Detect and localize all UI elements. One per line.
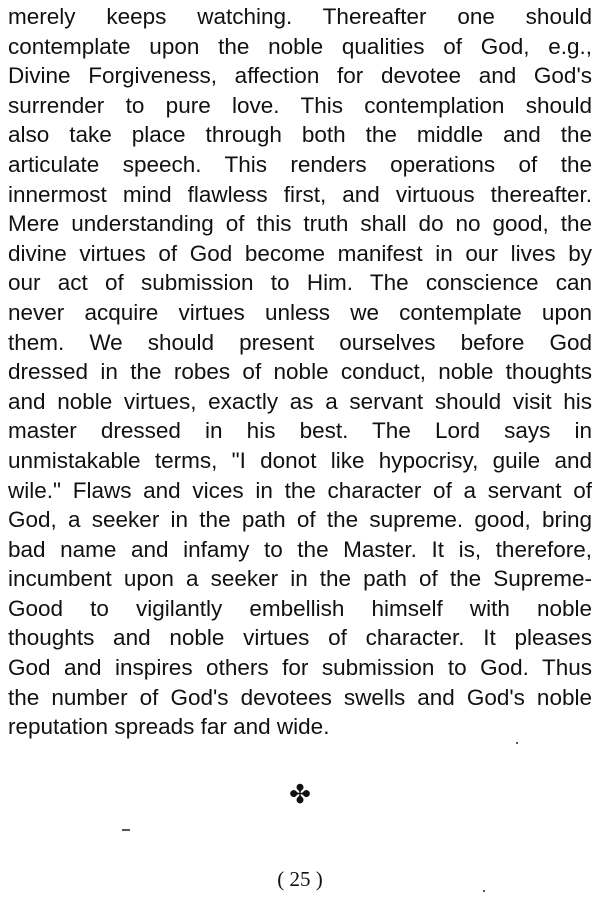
text-line: bad name and infamy to the Master. It is, therefore,: [8, 536, 592, 562]
text-line: Good to vigilantly embellish himself with noble: [8, 595, 592, 621]
text-line: merely keeps watching. Thereafter one should: [8, 4, 592, 29]
text-line: the number of God's devotees swells and God's noble: [8, 684, 592, 710]
text-line: innermost mind flawless first, and virtuous thereafter.: [8, 181, 592, 207]
body-paragraph: [8, 2, 592, 742]
scan-speck: [122, 829, 130, 831]
text-line: master dressed in his best. The Lord says in: [8, 418, 592, 444]
text-line: Mere understanding of this truth shall do no good, the: [8, 211, 592, 237]
text-line: unmistakable terms, "I donot like hypocrisy, guile and: [8, 447, 592, 473]
text-line: contemplate upon the noble qualities of God, e.g.,: [8, 33, 592, 59]
text-line: divine virtues of God become manifest in our lives by: [8, 240, 592, 266]
text-line: thoughts and noble virtues of character. It pleases: [8, 625, 592, 651]
text-line: our act of submission to Him. The conscience can: [8, 270, 592, 296]
text-line: dressed in the robes of noble conduct, noble thoughts: [8, 359, 592, 385]
text-line: wile." Flaws and vices in the character of a servant of: [8, 477, 592, 503]
text-line: articulate speech. This renders operations of the: [8, 151, 592, 177]
text-line: God and inspires others for submission to God. Thus: [8, 655, 592, 681]
text-line: Divine Forgiveness, affection for devotee and God's: [8, 63, 592, 89]
text-line: incumbent upon a seeker in the path of the Supreme-: [8, 566, 592, 592]
text-line: and noble virtues, exactly as a servant should visit his: [8, 388, 592, 414]
scan-speck: [516, 742, 518, 744]
text-line: reputation spreads far and wide.: [8, 714, 330, 740]
text-line: them. We should present ourselves before God: [8, 329, 592, 355]
page-number: ( 25 ): [277, 867, 323, 891]
text-line: God, a seeker in the path of the supreme. good, bring: [8, 507, 592, 533]
text-line: never acquire virtues unless we contemplate upon: [8, 299, 592, 325]
text-line: also take place through both the middle and the: [8, 122, 592, 148]
clover-ornament-icon: ✤: [289, 780, 311, 810]
text-line: surrender to pure love. This contemplation should: [8, 92, 592, 118]
